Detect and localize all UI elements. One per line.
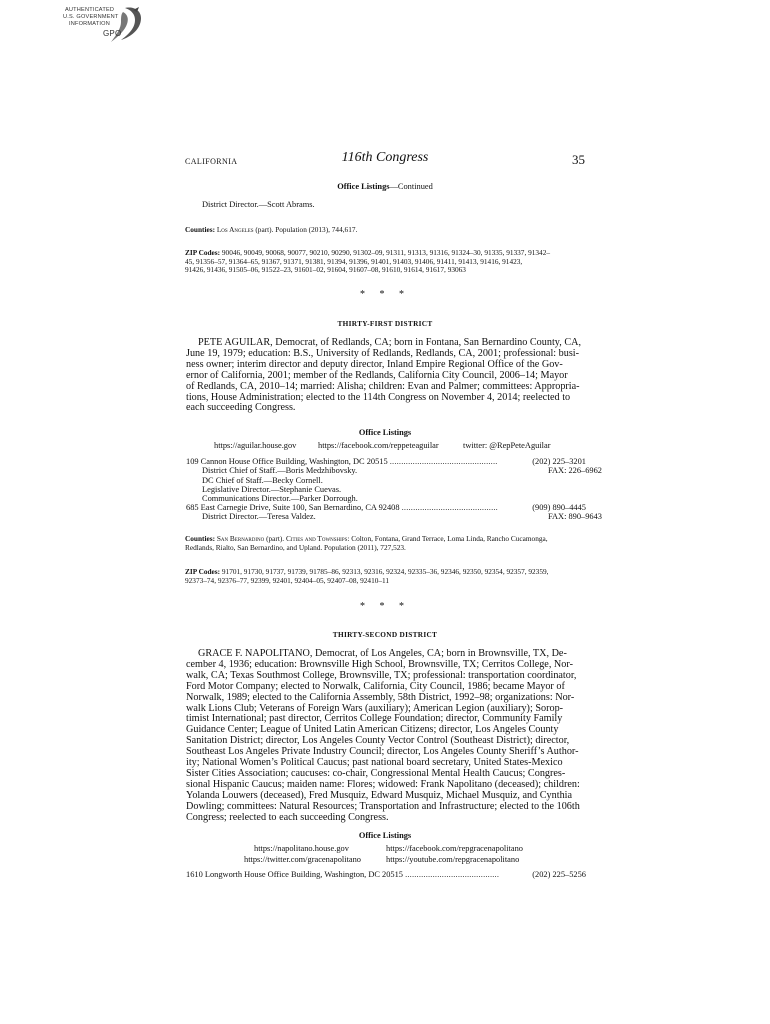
seal-line-3: INFORMATION	[69, 21, 110, 27]
office-fax: FAX: 890–9643	[547, 512, 602, 521]
napolitano-website-link[interactable]: https://napolitano.house.gov	[254, 844, 349, 853]
aguilar-dc-office-row	[186, 457, 586, 466]
district-32-title: THIRTY-SECOND DISTRICT	[332, 630, 438, 639]
aguilar-facebook-link[interactable]: https://facebook.com/reppeteaguilar	[318, 441, 439, 450]
staff-entry: District Director.—Teresa Valdez.	[202, 512, 316, 521]
office-address: 109 Cannon House Office Building, Washington, DC 20515	[186, 457, 388, 466]
seal-line-4: GPO	[103, 29, 122, 38]
zip-text: 90046, 90049, 90068, 90077, 90210, 90290, 91302–09, 91311, 91313, 91316, 91324–30, 91335, 91337, 91342– 45, 91356–57, 91364–65, 91367, 91371, 91381, 91394, 91396, 91401, 91403, 91406, 91411, 91413, 91416, 91423, 91426, 91436, 91505–06, 91522–23, 91601–02, 91604, 91607–08, 91610, 91614, 91617, 93063	[185, 248, 550, 275]
dot-leader: ..........................................	[401, 503, 498, 512]
napolitano-dc-office-row	[186, 870, 586, 879]
heading-text: Office Listings	[337, 182, 390, 191]
aguilar-district-office-row	[186, 503, 586, 512]
zip-codes-block	[185, 249, 590, 275]
seal-line-2: U.S. GOVERNMENT	[63, 14, 119, 20]
office-listings-continued-heading	[0, 182, 770, 192]
dot-leader: .........................................	[405, 870, 500, 879]
office-fax: FAX: 226–6962	[547, 466, 602, 475]
staff-row	[186, 466, 602, 475]
dot-leader: ...............................................	[389, 457, 498, 466]
counties-text: (part). Population (2013), 744,617.	[253, 225, 358, 234]
district-31-zip-block	[185, 568, 590, 585]
zip-label: ZIP Codes:	[185, 248, 221, 257]
district-32-office-listings-heading: Office Listings	[358, 831, 412, 840]
napolitano-twitter-link[interactable]: https://twitter.com/gracenapolitano	[244, 855, 361, 864]
section-separator: * * *	[360, 601, 410, 612]
district-31-counties-block	[185, 535, 590, 552]
aguilar-biography: PETE AGUILAR, Democrat, of Redlands, CA; born in Fontana, San Bernardino County, CA, June 19, 1979; education: B.S., University of Redlands, Redlands, CA, 2001; professional: busi- ness owner; interim director and deputy director, Inland Empire Regional Office of the Gov- ernor of California, 2001; member of the Redlands, California City Council, 2006–14; Mayor of Redlands, CA, 2010–14; married: Alisha; children: Evan and Palmer; committees: Appropria- tions, House Administration; elected to the 114th Congress on November 4, 2014; reelected to each succeeding Congress.	[186, 337, 582, 414]
page-number: 35	[572, 152, 585, 167]
staff-row: DC Chief of Staff.—Becky Cornell.	[202, 476, 323, 485]
office-address: 685 East Carnegie Drive, Suite 100, San Bernardino, CA 92408	[186, 503, 400, 512]
aguilar-twitter-handle[interactable]: twitter: @RepPeteAguilar	[463, 441, 551, 450]
heading-suffix: —Continued	[389, 182, 433, 191]
gpo-authentication-seal	[63, 4, 145, 48]
office-phone: (909) 890–4445	[532, 503, 586, 512]
staff-row: Communications Director.—Parker Dorrough.	[202, 494, 358, 503]
zip-label: ZIP Codes:	[185, 567, 221, 576]
counties-text: (part).	[264, 534, 286, 543]
district-31-title: THIRTY-FIRST DISTRICT	[337, 319, 433, 328]
district-director-line: District Director.—Scott Abrams.	[202, 200, 315, 209]
county-name: San Bernardino	[216, 534, 265, 543]
running-head-state: CALIFORNIA	[185, 157, 238, 166]
district-31-office-listings-heading: Office Listings	[358, 428, 412, 437]
napolitano-biography: GRACE F. NAPOLITANO, Democrat, of Los Angeles, CA; born in Brownsville, TX, De- cember 4, 1936; education: Brownsville High School, Brownsville, TX; Cerritos College, Nor- walk, CA; Texas Southmost College, Brownsville, TX; professional: transportation coordinator, Ford Motor Company; elected to Norwalk, California, City Council, 1986; became Mayor of Norwalk, 1989; elected to the California Assembly, 58th District, 1992–98; organizations: Nor- walk Lions Club; Veterans of Foreign Wars (auxiliary); American Legion (auxiliary); Sorop- timist International; past director, Cerritos College Foundation; director, Community Family Guidance Center; League of United Latin American Citizens; director, Los Angeles County Sanitation District; director, Los Angeles County Vector Control (Southeast District); director, Southeast Los Angeles Private Industry Council; director, Los Angeles County Sheriff’s Author- ity; National Women’s Political Caucus; past national board secretary, United States-Mexico Sister Cities Association; caucuses: co-chair, Congressional Mental Health Caucus; Congres- sional Hispanic Caucus; maiden name: Flores; widowed: Frank Napolitano (deceased); children: Yolanda Louwers (deceased), Fred Musquiz, Edward Musquiz, Michael Musquiz, and Cynthia Dowling; committees: Natural Resources; Transportation and Infrastructure; elected to the 106th Congress; reelected to each succeeding Congress.	[186, 648, 580, 823]
staff-entry: District Chief of Staff.—Boris Medzhibovsky.	[202, 466, 358, 475]
seal-line-1: AUTHENTICATED	[65, 7, 115, 13]
county-name: Los Angeles	[216, 225, 254, 234]
counties-label: Counties:	[185, 225, 215, 234]
section-separator: * * *	[360, 289, 410, 300]
office-phone: (202) 225–3201	[532, 457, 586, 466]
office-address: 1610 Longworth House Office Building, Washington, DC 20515	[186, 870, 403, 879]
counties-line	[185, 226, 357, 235]
office-phone: (202) 225–5256	[532, 870, 586, 879]
cities-label: Cities and Townships	[285, 534, 348, 543]
counties-label: Counties:	[185, 534, 215, 543]
napolitano-facebook-link[interactable]: https://facebook.com/repgracenapolitano	[386, 844, 523, 853]
napolitano-youtube-link[interactable]: https://youtube.com/repgracenapolitano	[386, 855, 520, 864]
staff-row	[186, 512, 602, 521]
cities-text: : Colton, Fontana, Grand Terrace, Loma Linda, Rancho Cucamonga, Redlands, Rialto, San Bernardino, and Upland. Population (2011), 727,523.	[185, 534, 548, 552]
running-head-title: 116th Congress	[341, 150, 429, 165]
staff-row: Legislative Director.—Stephanie Cuevas.	[202, 485, 342, 494]
zip-text: 91701, 91730, 91737, 91739, 91785–86, 92313, 92316, 92324, 92335–36, 92346, 92350, 92354, 92357, 92359, 92373–74, 92376–77, 92399, 92401, 92404–05, 92407–08, 92410–11	[185, 567, 549, 585]
aguilar-website-link[interactable]: https://aguilar.house.gov	[214, 441, 297, 450]
